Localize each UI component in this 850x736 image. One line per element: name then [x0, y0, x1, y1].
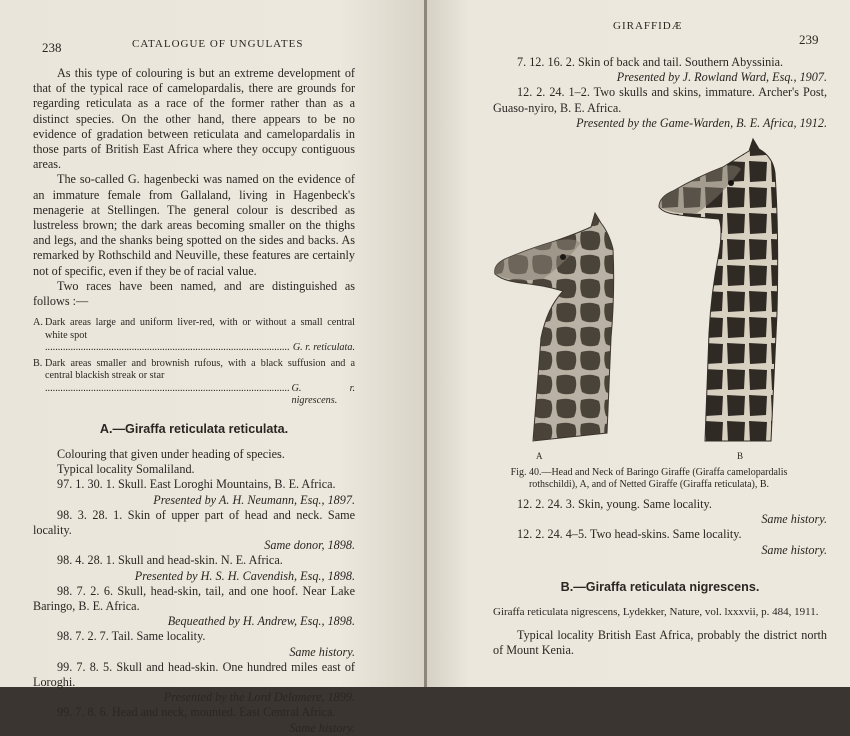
races-key: [33, 317, 355, 408]
specimen-text: 98. 7. 2. 7. Tail. Same locality.: [57, 629, 206, 644]
specimen-entry: [33, 705, 355, 720]
paragraph-1: As this type of colouring is but an extreme development of that of the typical race of camelopardalis, there are grounds for regarding reticulata as a race of the former rather than as a distinct species. On the other hand, there appears to be no evidence of gradation between reticulata and camelopardalis in those parts of British East Africa where they occupy contiguous areas.: [33, 66, 355, 172]
specimen-source: Same history.: [761, 542, 827, 557]
right-running-head: GIRAFFIDÆ: [613, 20, 683, 32]
specimen-text: 12. 2. 24. 1–2. Two skulls and skins, immature. Archer's Post, Guaso-nyiro, B. E. Africa.: [493, 85, 827, 115]
giraffe-figure: [483, 133, 783, 463]
specimen-entry: [33, 629, 355, 644]
right-bottom-specimens: [493, 497, 827, 558]
section-intro-2: Typical locality Somaliland.: [57, 462, 195, 477]
key-text-b: Dark areas smaller and brownish rufous, with a black suffusion and a central blackish streak or star: [45, 357, 355, 382]
specimen-entry: [33, 660, 355, 690]
specimen-source: Presented by the Game-Warden, B. E. Africa, 1912.: [576, 115, 827, 130]
specimen-text: 12. 2. 24. 4–5. Two head-skins. Same locality.: [517, 527, 742, 542]
specimen-text: 98. 7. 2. 6. Skull, head-skin, tail, and one hoof. Near Lake Baringo, B. E. Africa.: [33, 583, 355, 613]
specimen-text: 99. 7. 8. 6. Head and neck, mounted. East Central Africa.: [57, 705, 336, 720]
left-page: [0, 0, 424, 735]
specimen-entry: [33, 477, 355, 492]
specimen-entry: [493, 527, 827, 542]
section-intro-1: Colouring that given under heading of species.: [57, 446, 285, 461]
left-running-head: CATALOGUE OF UNGULATES: [132, 38, 304, 50]
left-page-number: 238: [42, 40, 62, 55]
specimen-source: Same history.: [289, 644, 355, 659]
specimen-entry: [33, 553, 355, 568]
section-heading-a: A.—Giraffa reticulata reticulata.: [99, 421, 289, 436]
right-top-specimens: [493, 55, 827, 131]
right-page-number: 239: [799, 32, 819, 47]
citation: Giraffa reticulata nigrescens, Lydekker, Nature, vol. lxxxvii, p. 484, 1911.: [493, 606, 819, 619]
specimen-text: 12. 2. 24. 3. Skin, young. Same locality.: [517, 497, 712, 511]
specimen-source: Bequeathed by H. Andrew, Esq., 1898.: [167, 614, 355, 629]
key-name-b: G. r. nigrescens.: [291, 382, 355, 407]
left-column: [33, 66, 355, 736]
specimen-source: Presented by A. H. Neumann, Esq., 1897.: [153, 492, 355, 507]
specimen-source: Same history.: [761, 512, 827, 527]
specimen-source: Presented by the Lord Delamere, 1899.: [163, 690, 355, 705]
specimen-source: Presented by J. Rowland Ward, Esq., 1907.: [616, 70, 827, 85]
specimen-source: Presented by H. S. H. Cavendish, Esq., 1898.: [134, 568, 355, 583]
specimen-entry: [493, 497, 827, 512]
figure-label-a: A: [536, 451, 543, 461]
paragraph-3: Two races have been named, and are distinguished as follows :—: [33, 278, 355, 309]
key-label-b: B.: [33, 357, 43, 369]
specimen-text: 97. 1. 30. 1. Skull. East Loroghi Mountains, B. E. Africa.: [57, 477, 336, 492]
specimen-text: 98. 4. 28. 1. Skull and head-skin. N. E. Africa.: [57, 553, 283, 568]
figure-label-b: B: [737, 451, 744, 461]
paragraph-2: The so-called G. hagenbecki was named on the evidence of an immature female from Gallaland, living in Hagenbeck's menagerie at Stellingen. The general colour is described as lustreless brown; the dark areas becoming smaller on the thighs and legs, and the shanks being spotted on the sides and backs. As remarked by Rothschild and Neuville, these features are certainly not of specific, even if they be of racial value.: [33, 172, 355, 278]
left-specimen-list: [33, 477, 355, 735]
specimen-entry: [33, 508, 355, 538]
key-entry-a: [33, 317, 355, 355]
figure-caption: Fig. 40.—Head and Neck of Baringo Giraffe (Giraffa camelopardalis rothschildi), A, and of Netted Giraffe (Giraffa reticulata), B.: [510, 467, 788, 490]
typical-locality: Typical locality British East Africa, probably the district north of Mount Kenia.: [493, 628, 827, 658]
specimen-entry: [33, 584, 355, 614]
key-name-a: G. r. reticulata.: [292, 342, 355, 354]
section-heading-b: B.—Giraffa reticulata nigrescens.: [560, 579, 760, 594]
specimen-text: 98. 3. 28. 1. Skin of upper part of head and neck. Same locality.: [33, 507, 355, 537]
right-bottom-column: [493, 497, 827, 659]
specimen-entry: [493, 85, 827, 115]
giraffe-b: [659, 139, 778, 441]
key-entry-b: [33, 358, 355, 408]
key-text-a: Dark areas large and uniform liver-red, with or without a small central white spot: [45, 317, 355, 341]
specimen-source: Same history.: [289, 720, 355, 735]
specimen-text: 99. 7. 8. 5. Skull and head-skin. One hundred miles east of Loroghi.: [33, 659, 355, 689]
giraffe-heads-illustration: [483, 133, 783, 463]
specimen-text: 7. 12. 16. 2. Skin of back and tail. Southern Abyssinia.: [517, 55, 784, 69]
giraffe-a: [495, 213, 614, 441]
specimen-source: Same donor, 1898.: [264, 538, 355, 553]
key-label-a: A.: [33, 317, 43, 329]
specimen-entry: [493, 55, 827, 70]
